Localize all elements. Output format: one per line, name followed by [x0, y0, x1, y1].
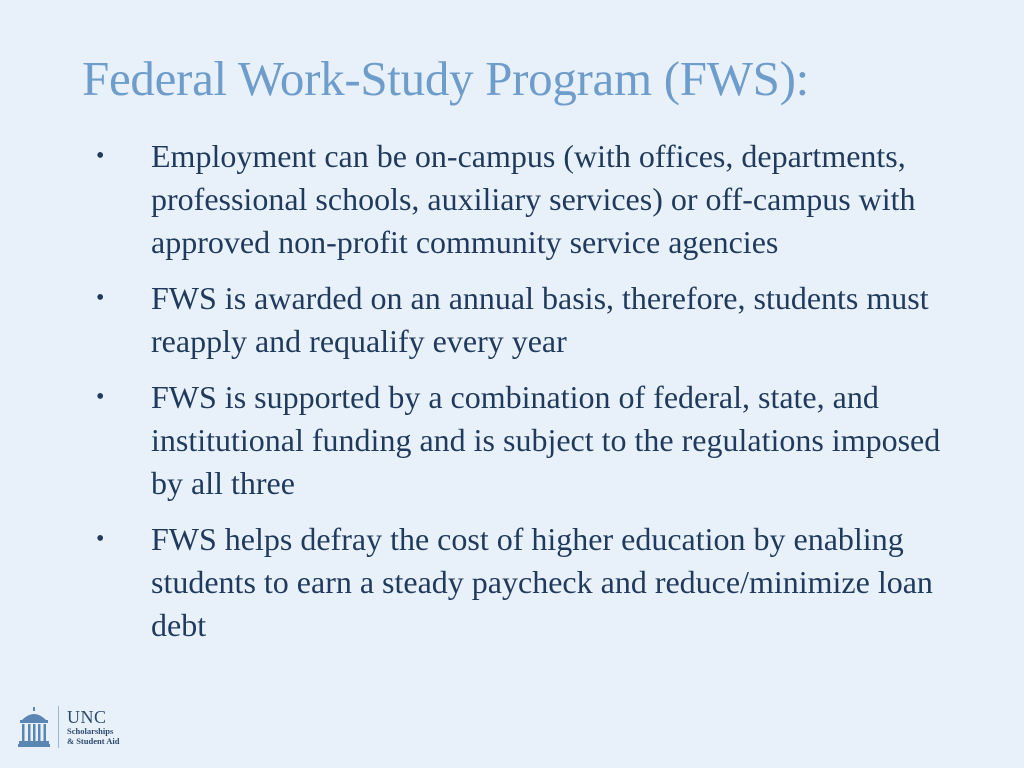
bullet-dot: • — [96, 526, 105, 552]
logo-line-1: Scholarships — [67, 726, 114, 736]
bullet-item — [96, 277, 956, 363]
bullet-item — [96, 376, 956, 505]
bullet-dot: • — [96, 384, 105, 410]
bullet-text: FWS is supported by a combination of federal, state, and institutional funding and is subject to the regulations imposed by all three — [151, 379, 941, 501]
bullet-text: Employment can be on-campus (with offices, departments, professional schools, auxiliary services) or off-campus with approved non-profit community service agencies — [151, 138, 916, 260]
bullet-list — [96, 135, 956, 660]
old-well-icon — [18, 706, 50, 748]
bullet-text: FWS helps defray the cost of higher education by enabling students to earn a steady paycheck and reduce/minimize loan debt — [151, 521, 933, 643]
logo-divider — [58, 706, 59, 748]
logo-text — [67, 708, 119, 746]
bullet-dot: • — [96, 285, 105, 311]
slide-title: Federal Work-Study Program (FWS): — [82, 51, 809, 106]
logo-unc: UNC — [67, 707, 107, 727]
bullet-item — [96, 518, 956, 647]
bullet-item — [96, 135, 956, 264]
bullet-dot: • — [96, 143, 105, 169]
bullet-text: FWS is awarded on an annual basis, therefore, students must reapply and requalify every year — [151, 280, 929, 359]
unc-logo — [18, 706, 119, 748]
logo-line-2: & Student Aid — [67, 736, 120, 746]
